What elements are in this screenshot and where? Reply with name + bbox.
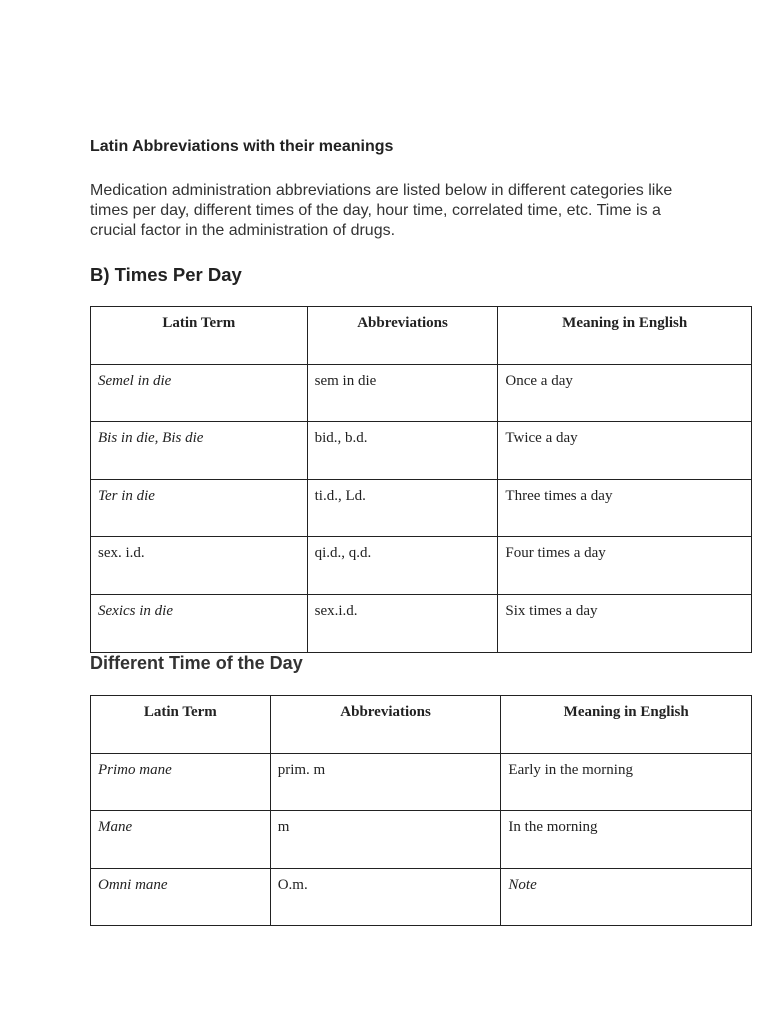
abbreviation-cell: qi.d., q.d.: [307, 537, 498, 595]
column-header-meaning: Meaning in English: [498, 307, 752, 365]
abbreviation-cell: sex.i.d.: [307, 594, 498, 652]
time-of-day-table: [90, 695, 752, 926]
meaning-cell: Six times a day: [498, 594, 752, 652]
meaning-cell: Three times a day: [498, 479, 752, 537]
table-row: [91, 537, 752, 595]
section-heading-times-per-day: B) Times Per Day: [90, 264, 242, 285]
latin-term-cell: Mane: [91, 811, 271, 869]
abbreviation-cell: prim. m: [270, 753, 501, 811]
abbreviation-cell: bid., b.d.: [307, 422, 498, 480]
table-row: [91, 479, 752, 537]
table-row: [91, 594, 752, 652]
column-header-abbreviations: Abbreviations: [307, 307, 498, 365]
times-per-day-table: [90, 306, 752, 653]
column-header-latin-term: Latin Term: [91, 696, 271, 754]
page-title: Latin Abbreviations with their meanings: [90, 138, 394, 155]
abbreviation-cell: sem in die: [307, 364, 498, 422]
section-heading-time-of-day: Different Time of the Day: [90, 653, 303, 673]
meaning-cell: In the morning: [501, 811, 752, 869]
latin-term-cell: Primo mane: [91, 753, 271, 811]
table-row: [91, 422, 752, 480]
intro-paragraph: Medication administration abbreviations are listed below in different categories like times per day, different times of the day, hour time, correlated time, etc. Time is a crucial factor in the administration of drugs.: [90, 182, 673, 239]
latin-term-cell: Omni mane: [91, 868, 271, 926]
column-header-meaning: Meaning in English: [501, 696, 752, 754]
column-header-latin-term: Latin Term: [91, 307, 308, 365]
abbreviation-cell: ti.d., Ld.: [307, 479, 498, 537]
table-header-row: [91, 307, 752, 365]
abbreviation-cell: m: [270, 811, 501, 869]
table-row: [91, 811, 752, 869]
column-header-abbreviations: Abbreviations: [270, 696, 501, 754]
latin-term-cell: Semel in die: [91, 364, 308, 422]
meaning-cell: Twice a day: [498, 422, 752, 480]
abbreviation-cell: O.m.: [270, 868, 501, 926]
meaning-cell: Early in the morning: [501, 753, 752, 811]
latin-term-cell: Sexics in die: [91, 594, 308, 652]
latin-term-cell: Bis in die, Bis die: [91, 422, 308, 480]
latin-term-cell: sex. i.d.: [91, 537, 308, 595]
table-header-row: [91, 696, 752, 754]
table-row: [91, 868, 752, 926]
meaning-cell: Note: [501, 868, 752, 926]
meaning-cell: Four times a day: [498, 537, 752, 595]
meaning-cell: Once a day: [498, 364, 752, 422]
latin-term-cell: Ter in die: [91, 479, 308, 537]
table-row: [91, 753, 752, 811]
table-row: [91, 364, 752, 422]
